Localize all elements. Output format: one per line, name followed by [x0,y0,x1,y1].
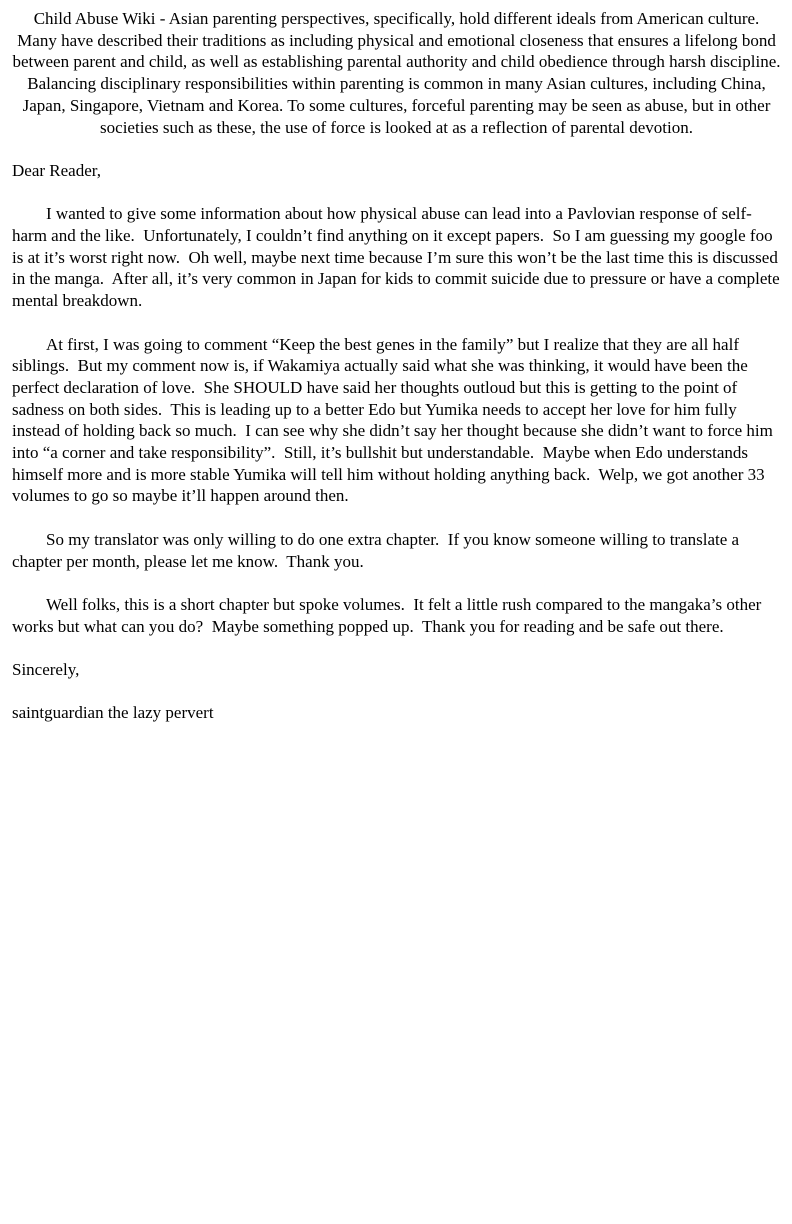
closing: Sincerely, [12,660,80,679]
body-paragraph-1: I wanted to give some information about how physical abuse can lead into a Pavlovian response of self-harm and the like. Unfortunately, I couldn’t find anything on it except papers. So I am guessing my google foo is at it’s worst right now. Oh well, maybe next time because I’m sure this won’t be the last time this is discussed in the manga. After all, it’s very common in Japan for kids to commit suicide due to pressure or have a complete mental breakdown. [12,204,784,311]
salutation: Dear Reader, [12,160,101,180]
body-paragraph-2: At first, I was going to comment “Keep the best genes in the family” but I realize that they are all half siblings. But my comment now is, if Wakamiya actually said what she was thinking, it would have been the perfect declaration of love. She SHOULD have said her thoughts outloud but this is getting to the point of sadness on both sides. This is leading up to a better Edo but Yumika needs to accept her love for him fully instead of holding back so much. I can see why she didn’t say her thought because she didn’t want to force him into “a corner and take responsibility”. Still, it’s bullshit but understandable. Maybe when Edo understands himself more and is more stable Yumika will tell him without holding anything back. Welp, we got another 33 volumes to go so maybe it’ll happen around then. [12,334,778,506]
body-paragraph-4: Well folks, this is a short chapter but spoke volumes. It felt a little rush compared to the mangaka’s other works but what can you do? Maybe something popped up. Thank you for reading and be safe out there. [12,594,766,636]
intro-paragraph: Child Abuse Wiki - Asian parenting perspectives, specifically, hold different ideals from American culture. Many have described their traditions as including physical and emotional closeness that ensures a lifelong bond between parent and child, as well as establishing parental authority and child obedience through harsh discipline. Balancing disciplinary responsibilities within parenting is common in many Asian cultures, including China, Japan, Singapore, Vietnam and Korea. To some cultures, forceful parenting may be seen as abuse, but in other societies such as these, the use of force is looked at as a reflection of parental devotion. [12,9,785,137]
body-paragraph-3: So my translator was only willing to do one extra chapter. If you know someone willing to translate a chapter per month, please let me know. Thank you. [12,529,744,571]
signature: saintguardian the lazy pervert [12,703,214,723]
